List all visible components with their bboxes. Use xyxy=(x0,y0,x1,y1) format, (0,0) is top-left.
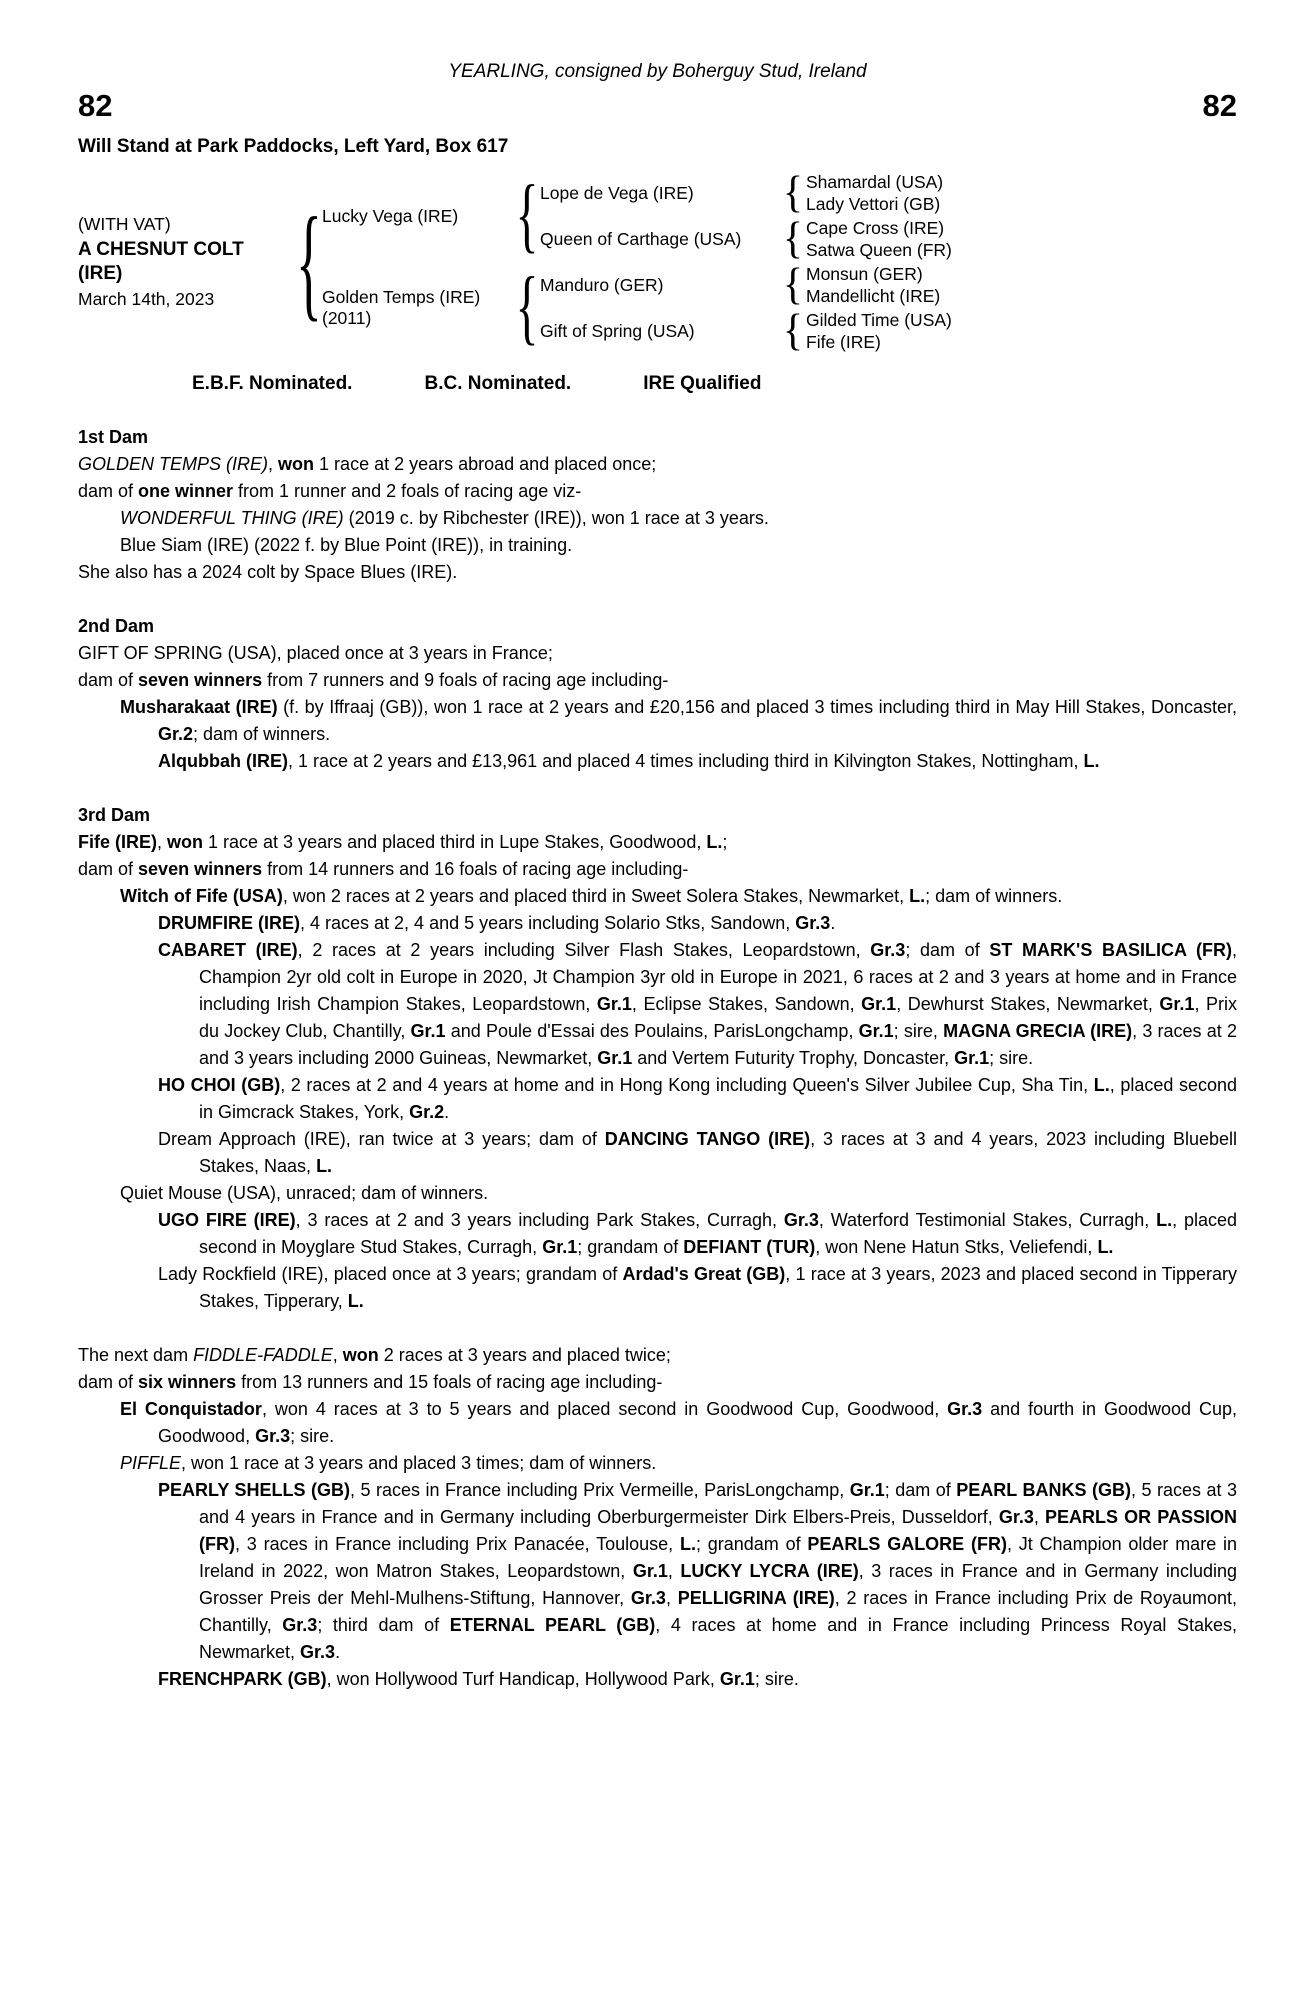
text-run: . xyxy=(830,913,836,933)
colt-details xyxy=(78,214,296,310)
pedigree-paragraph xyxy=(78,1369,1237,1396)
text-run: from 13 runners and 15 foals of racing age including- xyxy=(236,1372,663,1392)
text-run: L. xyxy=(706,832,723,852)
sire-dam-branch xyxy=(540,216,952,262)
text-run: from 14 runners and 16 foals of racing age including- xyxy=(262,859,689,879)
text-run: , 4 races at 2, 4 and 5 years including Solario Stks, Sandown, xyxy=(300,913,796,933)
text-run: , 2 races at 2 years including Silver Flash Stakes, Leopardstown, xyxy=(297,940,871,960)
pedigree-brace-gen1: { xyxy=(296,191,322,333)
text-run: MAGNA GRECIA (IRE) xyxy=(943,1021,1133,1041)
section-heading: 1st Dam xyxy=(78,427,149,447)
text-run: , won 4 races at 3 to 5 years and placed second in Goodwood Cup, Goodwood, xyxy=(261,1399,948,1419)
dam-sire-branch xyxy=(540,262,952,308)
sire-sire-sire-name: Shamardal (USA) xyxy=(806,172,944,192)
text-run: Fife (IRE) xyxy=(78,832,157,852)
pedigree-paragraph xyxy=(78,1126,1237,1180)
pedigree-paragraph xyxy=(78,748,1237,775)
text-run: ETERNAL PEARL (GB) xyxy=(449,1615,656,1635)
text-run: , Prix du Jockey Club, Chantilly, xyxy=(199,994,1237,1041)
text-run: Gr.2 xyxy=(409,1102,445,1122)
text-run: , Eclipse Stakes, Sandown, xyxy=(631,994,862,1014)
sire-sire-parents xyxy=(806,171,943,215)
text-run: , xyxy=(268,454,279,474)
dam-name xyxy=(322,287,514,329)
text-run: PEARLS GALORE (FR) xyxy=(807,1534,1007,1554)
text-run: one winner xyxy=(138,481,234,501)
pedigree-paragraph xyxy=(78,667,1237,694)
text-run: , xyxy=(332,1345,343,1365)
pedigree-brace-dam-dam: { xyxy=(782,306,804,356)
text-run: ; sire. xyxy=(290,1426,335,1446)
text-run: GOLDEN TEMPS (IRE) xyxy=(78,454,269,474)
dam-dam-parents xyxy=(806,309,952,353)
text-run: LUCKY LYCRA (IRE) xyxy=(680,1561,859,1581)
dam-year-text: (2011) xyxy=(322,308,372,328)
text-run: Musharakaat (IRE) xyxy=(120,697,278,717)
text-run: Gr.1 xyxy=(1159,994,1195,1014)
dam-branch xyxy=(322,262,952,354)
pedigree-text-sections xyxy=(78,424,1237,1693)
text-run: , Jt Champion older mare in Ireland in 2022, won Matron Stakes, Leopardstown, xyxy=(199,1534,1237,1581)
text-run: ; sire, xyxy=(893,1021,944,1041)
colt-name-line2: (IRE) xyxy=(78,263,123,284)
sire-parents-column xyxy=(540,170,952,262)
text-run: DEFIANT (TUR) xyxy=(683,1237,816,1257)
pedigree-paragraph xyxy=(78,505,1237,532)
pedigree-paragraph xyxy=(78,856,1237,883)
lot-number-row xyxy=(78,89,1237,123)
text-run: DANCING TANGO (IRE) xyxy=(604,1129,811,1149)
pedigree-paragraph xyxy=(78,883,1237,910)
text-run: ; sire. xyxy=(989,1048,1034,1068)
dam-dam-sire-name: Gilded Time (USA) xyxy=(806,310,952,330)
text-run: . xyxy=(335,1642,341,1662)
text-run: Gr.1 xyxy=(719,1669,755,1689)
text-run: Gr.2 xyxy=(158,724,194,744)
pedigree-paragraph xyxy=(78,532,1237,559)
text-run: . xyxy=(444,1102,450,1122)
text-run: seven winners xyxy=(138,859,263,879)
dam-dam-branch xyxy=(540,308,952,354)
text-run: , placed second in Moyglare Stud Stakes, Curragh, xyxy=(199,1210,1237,1257)
sire-sire-branch xyxy=(540,170,952,216)
text-run: PEARL BANKS (GB) xyxy=(956,1480,1131,1500)
text-run: Gr.1 xyxy=(858,1021,894,1041)
pedigree-paragraph xyxy=(78,1477,1237,1666)
text-run: , 3 races in France including Prix Panacée, Toulouse, xyxy=(234,1534,680,1554)
text-run: seven winners xyxy=(138,670,263,690)
bc-nominated-label: B.C. Nominated. xyxy=(424,373,572,394)
section-heading: 2nd Dam xyxy=(78,616,155,636)
colt-name-line1: A CHESNUT COLT xyxy=(78,239,244,260)
text-run: She also has a 2024 colt by Space Blues (IRE). xyxy=(78,562,458,582)
text-run: , placed second in Gimcrack Stakes, York, xyxy=(199,1075,1238,1122)
text-run: WONDERFUL THING (IRE) xyxy=(120,508,344,528)
pedigree-paragraph xyxy=(78,1666,1237,1693)
sire-dam-dam-name: Satwa Queen (FR) xyxy=(806,240,952,260)
ire-qualified-label: IRE Qualified xyxy=(643,373,762,394)
pedigree-paragraph xyxy=(78,910,1237,937)
text-run: , won 2 races at 2 years and placed third in Sweet Solera Stakes, Newmarket, xyxy=(282,886,910,906)
lot-number-left: 82 xyxy=(78,88,113,123)
text-run: L. xyxy=(679,1534,696,1554)
pedigree-paragraph xyxy=(78,559,1237,586)
text-run: , won 1 race at 3 years and placed 3 times; dam of winners. xyxy=(181,1453,657,1473)
text-run: , won Hollywood Turf Handicap, Hollywood Park, xyxy=(326,1669,720,1689)
stand-location: Will Stand at Park Paddocks, Left Yard, Box 617 xyxy=(78,136,509,157)
pedigree-paragraph xyxy=(78,1180,1237,1207)
text-run: (2019 c. by Ribchester (IRE)), won 1 race at 3 years. xyxy=(343,508,769,528)
foaling-date: March 14th, 2023 xyxy=(78,289,215,309)
pedigree-brace-sire-dam: { xyxy=(782,214,804,264)
text-run: L. xyxy=(1097,1237,1114,1257)
pedigree-paragraph xyxy=(78,1072,1237,1126)
text-run: won xyxy=(342,1345,379,1365)
pedigree-paragraph xyxy=(78,451,1237,478)
text-run: PEARLS OR PASSION (FR) xyxy=(199,1507,1237,1554)
text-run: ; xyxy=(722,832,728,852)
pedigree-brace-dam-sire: { xyxy=(782,260,804,310)
text-run: dam of xyxy=(78,859,139,879)
text-run: , 3 races at 2 and 3 years including Park Stakes, Curragh, xyxy=(295,1210,784,1230)
vat-note: (WITH VAT) xyxy=(78,214,171,234)
text-run: dam of xyxy=(78,670,139,690)
text-run: Gr.3 xyxy=(947,1399,983,1419)
text-run: UGO FIRE (IRE) xyxy=(158,1210,296,1230)
text-run: Gr.1 xyxy=(861,994,897,1014)
text-run: Ardad's Great (GB) xyxy=(622,1264,786,1284)
text-run: L. xyxy=(347,1291,364,1311)
text-run: 1 race at 2 years abroad and placed once; xyxy=(314,454,657,474)
text-run: HO CHOI (GB) xyxy=(158,1075,281,1095)
pedigree-paragraph xyxy=(78,1396,1237,1450)
sire-name-text: Lucky Vega (IRE) xyxy=(322,205,459,226)
pedigree-paragraph xyxy=(78,478,1237,505)
ebf-nominated-label: E.B.F. Nominated. xyxy=(192,373,353,394)
text-run: CABARET (IRE) xyxy=(158,940,298,960)
text-run: (f. by Iffraaj (GB)), won 1 race at 2 years and £20,156 and placed 3 times including third in May Hill Stakes, Doncaster, xyxy=(277,697,1237,717)
text-run: , 3 races at 3 and 4 years, 2023 including Bluebell Stakes, Naas, xyxy=(199,1129,1237,1176)
consignor-line: YEARLING, consigned by Boherguy Stud, Ireland xyxy=(448,61,867,82)
text-run: , won Nene Hatun Stks, Veliefendi, xyxy=(815,1237,1098,1257)
pedigree-brace-sire: { xyxy=(515,168,539,262)
text-run: Gr.3 xyxy=(998,1507,1034,1527)
text-run: Gr.1 xyxy=(954,1048,990,1068)
text-run: dam of xyxy=(78,481,139,501)
text-run: ; dam of winners. xyxy=(925,886,1063,906)
text-run: GIFT OF SPRING (USA), placed once at 3 years in France; xyxy=(78,643,553,663)
pedigree-paragraph xyxy=(78,1450,1237,1477)
pedigree-gen1-column xyxy=(322,170,952,354)
pedigree-brace-dam: { xyxy=(515,260,539,354)
text-run: L. xyxy=(1156,1210,1173,1230)
text-run: L. xyxy=(1083,751,1100,771)
text-run: , 1 race at 2 years and £13,961 and placed 4 times including third in Kilvington Stakes, Nottingham, xyxy=(287,751,1084,771)
text-run: from 7 runners and 9 foals of racing age including- xyxy=(262,670,669,690)
text-run: El Conquistador xyxy=(120,1399,262,1419)
text-run: won xyxy=(167,832,204,852)
text-run: DRUMFIRE (IRE) xyxy=(158,913,300,933)
dam-sire-name: Manduro (GER) xyxy=(540,274,664,295)
dam-dam-name: Gift of Spring (USA) xyxy=(540,320,695,341)
text-run: Quiet Mouse (USA), unraced; dam of winners. xyxy=(120,1183,489,1203)
dam-sire-parents xyxy=(806,263,940,307)
dam-dam-dam-name: Fife (IRE) xyxy=(806,332,881,352)
text-run: Gr.3 xyxy=(255,1426,291,1446)
text-run: Gr.3 xyxy=(630,1588,666,1608)
text-run: and Poule d'Essai des Poulains, ParisLongchamp, xyxy=(445,1021,859,1041)
sire-sire-dam-name: Lady Vettori (GB) xyxy=(806,194,941,214)
sire-branch xyxy=(322,170,952,262)
text-run: , xyxy=(157,832,168,852)
text-run: ; dam of xyxy=(884,1480,957,1500)
dam-parents-column xyxy=(540,262,952,354)
text-run: from 1 runner and 2 foals of racing age viz- xyxy=(233,481,582,501)
text-run: ; sire. xyxy=(754,1669,799,1689)
text-run: PEARLY SHELLS (GB) xyxy=(158,1480,351,1500)
text-run: Gr.1 xyxy=(596,994,632,1014)
text-run: , Champion 2yr old colt in Europe in 2020, Jt Champion 3yr old in Europe in 2021, 6 races at 2 and 3 years at home and in France including Irish Champion Stakes, Leopardstown, xyxy=(199,940,1237,1014)
pedigree-table xyxy=(78,170,1237,354)
text-run: dam of xyxy=(78,1372,139,1392)
text-run: , xyxy=(1033,1507,1046,1527)
text-run: Gr.3 xyxy=(300,1642,336,1662)
dam-name-text: Golden Temps (IRE) xyxy=(322,287,481,307)
pedigree-paragraph xyxy=(78,1207,1237,1261)
section-heading: 3rd Dam xyxy=(78,805,151,825)
dam-sire-dam-name: Mandellicht (IRE) xyxy=(806,286,941,306)
text-run: Gr.3 xyxy=(282,1615,318,1635)
sire-name xyxy=(322,206,514,227)
text-run: ST MARK'S BASILICA (FR) xyxy=(989,940,1232,960)
text-run: ; third dam of xyxy=(317,1615,450,1635)
text-run: , 3 races at 2 and 3 years including 2000 Guineas, Newmarket, xyxy=(199,1021,1237,1068)
text-run: Gr.1 xyxy=(849,1480,885,1500)
text-run: ; dam of xyxy=(905,940,990,960)
text-run: ; dam of winners. xyxy=(193,724,331,744)
text-run: PIFFLE xyxy=(120,1453,182,1473)
sire-dam-parents xyxy=(806,217,952,261)
text-run: FIDDLE-FADDLE xyxy=(193,1345,333,1365)
text-run: Gr.3 xyxy=(870,940,906,960)
pedigree-paragraph xyxy=(78,937,1237,1072)
text-run: 1 race at 3 years and placed third in Lupe Stakes, Goodwood, xyxy=(203,832,707,852)
text-run: Gr.1 xyxy=(632,1561,668,1581)
nominations-row xyxy=(78,370,1237,397)
text-run: ; grandam of xyxy=(577,1237,684,1257)
lot-number-right: 82 xyxy=(1202,88,1237,123)
pedigree-paragraph xyxy=(78,694,1237,748)
text-run: Gr.1 xyxy=(410,1021,446,1041)
text-run: Witch of Fife (USA) xyxy=(120,886,283,906)
pedigree-paragraph xyxy=(78,829,1237,856)
text-run: , 4 races at home and in France including Princess Royal Stakes, Newmarket, xyxy=(199,1615,1237,1662)
text-run: Lady Rockfield (IRE), placed once at 3 years; grandam of xyxy=(158,1264,623,1284)
text-run: , 2 races at 2 and 4 years at home and in Hong Kong including Queen's Silver Jubilee Cup, Sha Tin, xyxy=(280,1075,1094,1095)
text-run: Blue Siam (IRE) (2022 f. by Blue Point (IRE)), in training. xyxy=(120,535,573,555)
text-run: , xyxy=(665,1588,678,1608)
pedigree-paragraph xyxy=(78,640,1237,667)
text-run: , 5 races at 3 and 4 years in France and in Germany including Oberburgermeister Dirk Elbers-Preis, Dusseldorf, xyxy=(199,1480,1238,1527)
sire-sire-name: Lope de Vega (IRE) xyxy=(540,182,694,203)
text-run: , 2 races in France including Prix de Royaumont, Chantilly, xyxy=(199,1588,1237,1635)
text-run: Gr.1 xyxy=(597,1048,633,1068)
text-run: Gr.3 xyxy=(795,913,831,933)
text-run: , 3 races in France and in Germany including Grosser Preis der Mehl-Mulhens-Stiftung, Hannover, xyxy=(199,1561,1237,1608)
pedigree-paragraph xyxy=(78,1342,1237,1369)
text-run: ; grandam of xyxy=(695,1534,808,1554)
sire-dam-sire-name: Cape Cross (IRE) xyxy=(806,218,945,238)
text-run: FRENCHPARK (GB) xyxy=(158,1669,327,1689)
pedigree-brace-sire-sire: { xyxy=(782,168,804,218)
dam-sire-sire-name: Monsun (GER) xyxy=(806,264,923,284)
text-run: L. xyxy=(316,1156,333,1176)
text-run: , Waterford Testimonial Stakes, Curragh, xyxy=(818,1210,1157,1230)
text-run: , Dewhurst Stakes, Newmarket, xyxy=(896,994,1160,1014)
text-run: PELLIGRINA (IRE) xyxy=(677,1588,835,1608)
text-run: Dream Approach (IRE), ran twice at 3 years; dam of xyxy=(158,1129,605,1149)
text-run: Alqubbah (IRE) xyxy=(158,751,288,771)
pedigree-paragraph xyxy=(78,1261,1237,1315)
text-run: won xyxy=(278,454,315,474)
text-run: , 1 race at 3 years, 2023 and placed second in Tipperary Stakes, Tipperary, xyxy=(199,1264,1238,1311)
text-run: Gr.3 xyxy=(783,1210,819,1230)
section-gap xyxy=(78,1315,1237,1342)
sire-dam-name: Queen of Carthage (USA) xyxy=(540,228,742,249)
text-run: and Vertem Futurity Trophy, Doncaster, xyxy=(632,1048,955,1068)
text-run: L. xyxy=(909,886,926,906)
text-run: 2 races at 3 years and placed twice; xyxy=(378,1345,671,1365)
text-run: and fourth in Goodwood Cup, Goodwood, xyxy=(158,1399,1237,1446)
text-run: L. xyxy=(1093,1075,1110,1095)
text-run: The next dam xyxy=(78,1345,194,1365)
text-run: Gr.1 xyxy=(542,1237,578,1257)
text-run: , xyxy=(667,1561,681,1581)
text-run: six winners xyxy=(138,1372,237,1392)
text-run: , 5 races in France including Prix Vermeille, ParisLongchamp, xyxy=(350,1480,850,1500)
